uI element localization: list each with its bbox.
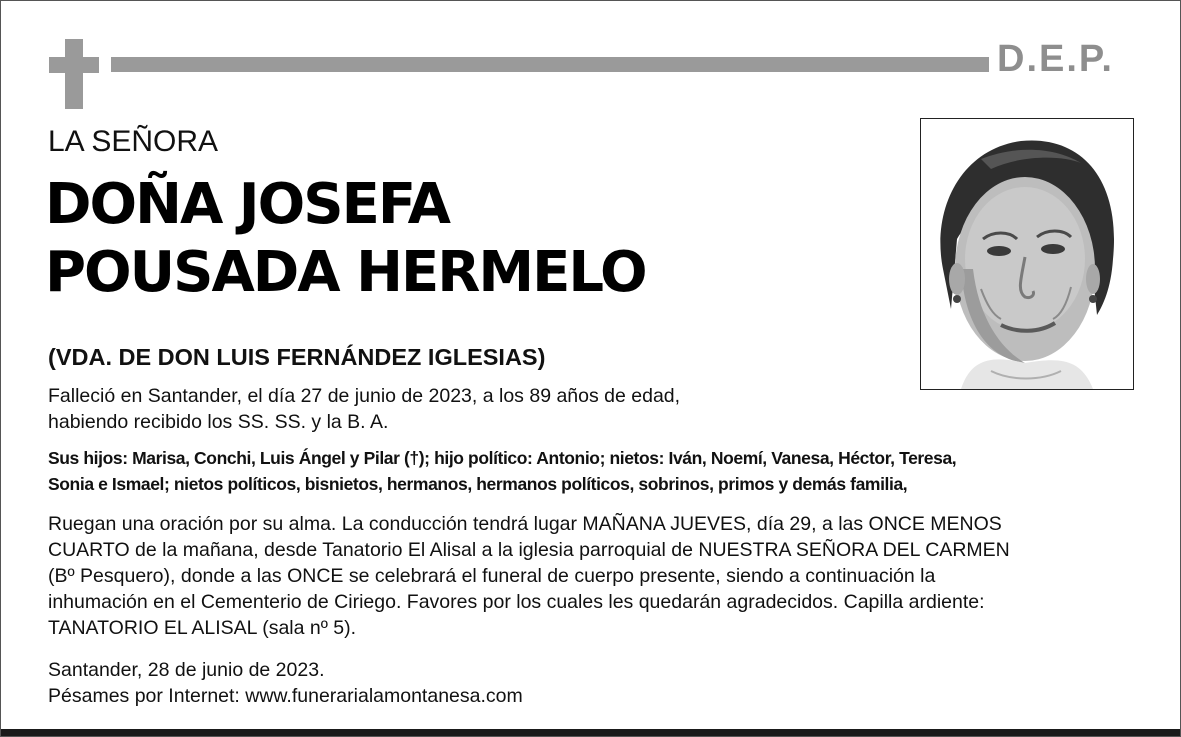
death-line-2: habiendo recibido los SS. SS. y la B. A. — [48, 411, 389, 433]
header-rule — [111, 57, 989, 72]
name-line-1: DOÑA JOSEFA — [45, 172, 449, 237]
ceremony-line-1: Ruegan una oración por su alma. La conducción tendrá lugar MAÑANA JUEVES, día 29, a las ONCE MENOS — [48, 513, 1002, 535]
condolences-link: Pésames por Internet: www.funerarialamontanesa.com — [48, 685, 523, 707]
family-line-2: Sonia e Ismael; nietos políticos, bisnietos, hermanos, hermanos políticos, sobrinos, primos y demás familia, — [48, 474, 908, 494]
ceremony-details — [48, 511, 1148, 641]
ceremony-line-5: TANATORIO EL ALISAL (sala nº 5). — [48, 617, 357, 639]
name-line-2: POUSADA HERMELO — [45, 240, 646, 305]
death-line-1: Falleció en Santander, el día 27 de junio de 2023, a los 89 años de edad, — [48, 385, 681, 407]
place-date: Santander, 28 de junio de 2023. — [48, 659, 325, 681]
ceremony-line-4: inhumación en el Cementerio de Ciriego. Favores por los cuales les quedarán agradecidos. Capilla ardiente: — [48, 591, 985, 613]
widow-of: (VDA. DE DON LUIS FERNÁNDEZ IGLESIAS) — [48, 344, 546, 370]
ceremony-line-2: CUARTO de la mañana, desde Tanatorio El Alisal a la iglesia parroquial de NUESTRA SEÑORA DEL CARMEN — [48, 539, 1010, 561]
portrait-illustration — [921, 119, 1133, 389]
death-notice — [48, 383, 888, 435]
bottom-rule — [1, 729, 1180, 736]
family-list — [48, 445, 1158, 497]
portrait-photo — [920, 118, 1134, 390]
deceased-name — [45, 171, 646, 307]
family-line-1: Sus hijos: Marisa, Conchi, Luis Ángel y Pilar (†); hijo político: Antonio; nietos: Iván, Noemí, Vanesa, Héctor, Teresa, — [48, 448, 957, 468]
intro-label: LA SEÑORA — [48, 125, 219, 158]
closing-block — [48, 657, 948, 709]
cross-icon — [49, 39, 99, 109]
ceremony-line-3: (Bº Pesquero), donde a las ONCE se celebrará el funeral de cuerpo presente, siendo a continuación la — [48, 565, 936, 587]
dep-label: D.E.P. — [997, 38, 1114, 80]
